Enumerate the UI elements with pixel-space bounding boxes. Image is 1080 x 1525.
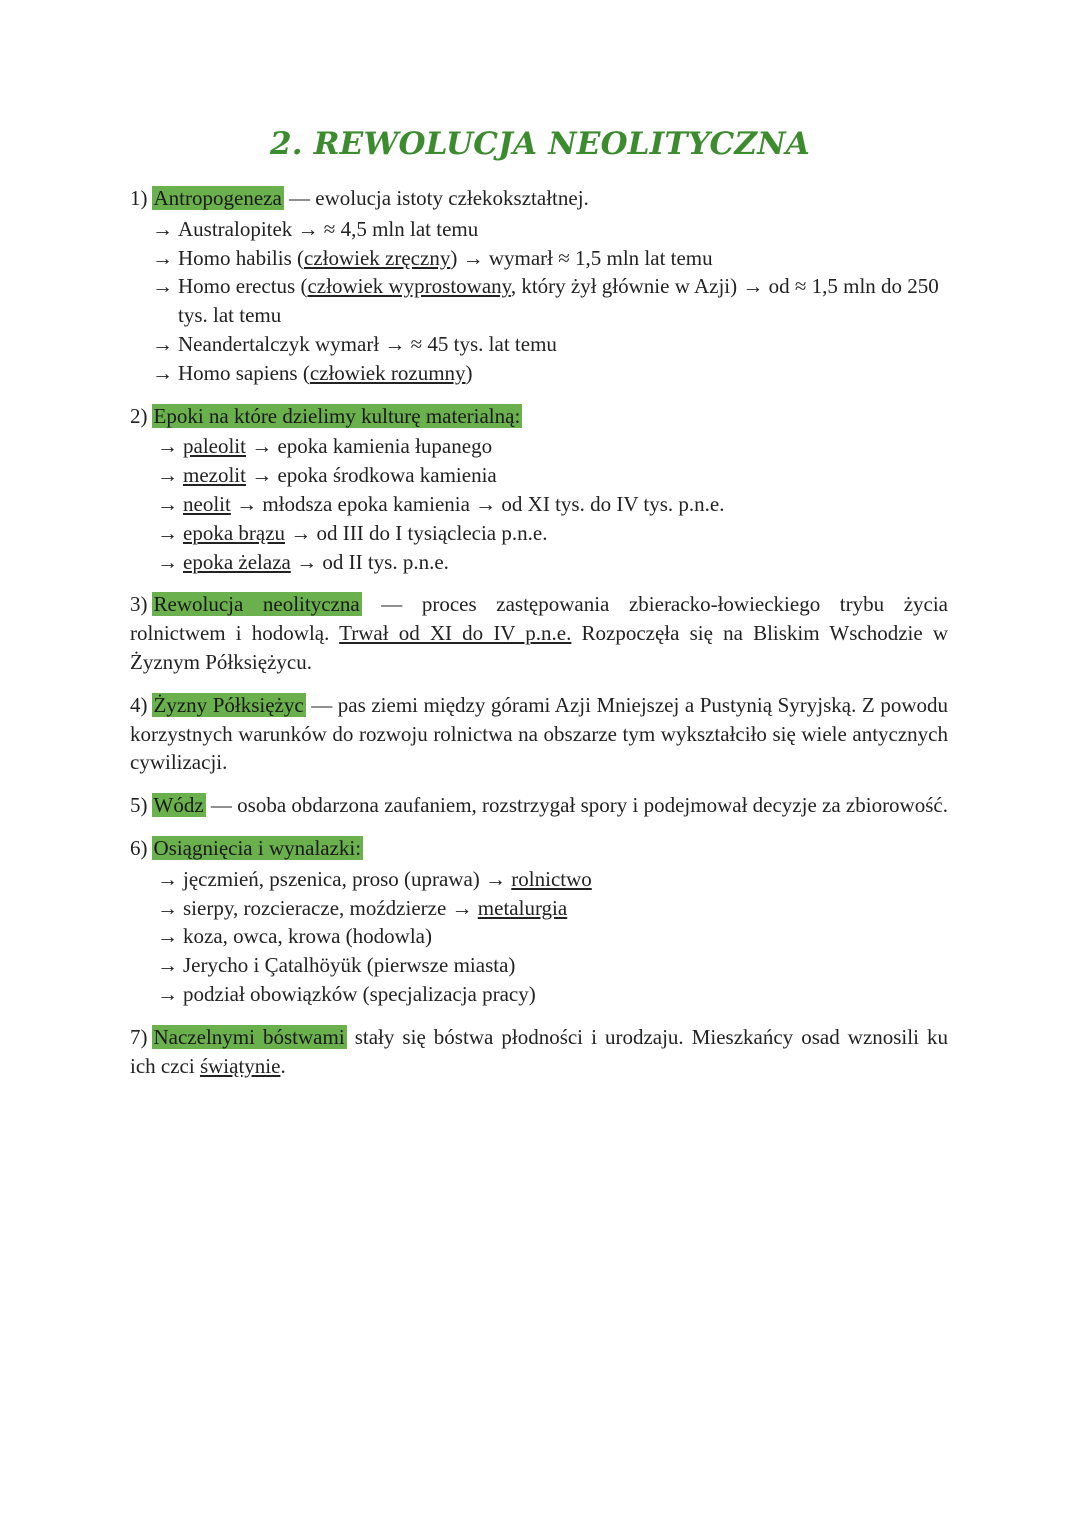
section-osiagniecia: [130, 834, 948, 1009]
list-item: [152, 215, 948, 244]
epochs-list: [130, 432, 948, 576]
underlined-term: paleolit: [183, 434, 246, 459]
definition-text: .: [280, 1053, 286, 1078]
list-item: [157, 432, 948, 461]
arrow-icon: →: [157, 866, 178, 891]
arrow-icon: →: [157, 953, 178, 978]
list-item: [157, 951, 948, 980]
list-item: [157, 461, 948, 490]
underlined-term: epoka brązu: [183, 520, 286, 545]
section-number: 2): [130, 403, 148, 428]
list-item: [157, 922, 948, 951]
section-number: 6): [130, 835, 148, 860]
section-bostwa: [130, 1023, 948, 1081]
item-text: jęczmień, pszenica, proso (uprawa) →: [183, 866, 512, 891]
item-text: Homo erectus (: [178, 274, 308, 299]
underlined-term: rolnictwo: [511, 866, 592, 891]
definition-text: Rozpoczęła się na Bliskim Wschodzie w Żyznym Półksiężycu.: [130, 621, 948, 674]
item-text: → młodsza epoka kamienia → od XI tys. do IV tys. p.n.e.: [230, 491, 725, 516]
arrow-icon: →: [157, 549, 178, 574]
arrow-icon: →: [152, 360, 173, 385]
highlighted-term: Rewolucja neolityczna: [153, 592, 360, 617]
item-text: ) → wymarł ≈ 1,5 mln lat temu: [450, 245, 713, 270]
section-number: 7): [130, 1024, 148, 1049]
list-item: [157, 490, 948, 519]
list-item: [152, 359, 948, 388]
item-text: Neandertalczyk wymarł → ≈ 45 tys. lat temu: [178, 331, 557, 356]
definition-text: — pas ziemi między górami Azji Mniejszej a Pustynią Syryjską. Z powodu korzystnych warunków do rozwoju rolnictwa na obszarze tym wykształciło się wiele antycznych cywilizacji.: [130, 692, 948, 775]
section-rewolucja: [130, 590, 948, 676]
definition-text: — proces zastępowania zbieracko-łowieckiego trybu życia rolnictwem i hodowlą.: [130, 592, 949, 646]
list-item: [157, 980, 948, 1009]
arrow-icon: →: [157, 434, 178, 459]
arrow-icon: →: [157, 463, 178, 488]
section-number: 3): [130, 592, 148, 617]
list-item: [157, 519, 948, 548]
underlined-term: mezolit: [183, 463, 246, 488]
item-text: , który żył głównie w Azji) → od ≈ 1,5 mln do 250 tys. lat temu: [178, 274, 939, 328]
section-number: 4): [130, 692, 148, 717]
item-text: → od II tys. p.n.e.: [290, 549, 449, 574]
section-number: 5): [130, 793, 148, 818]
highlighted-term: Antropogeneza: [153, 186, 282, 210]
arrow-icon: →: [152, 216, 173, 241]
list-item: [152, 244, 948, 273]
item-text: Jerycho i Çatalhöyük (pierwsze miasta): [183, 953, 516, 978]
underlined-term: świątynie: [199, 1053, 281, 1078]
highlighted-term: Żyzny Półksiężyc: [153, 692, 304, 717]
section-epoki: [130, 402, 948, 577]
item-text: → epoka kamienia łupanego: [245, 434, 493, 459]
definition-text: — ewolucja istoty człekokształtnej.: [283, 186, 589, 210]
arrow-icon: →: [157, 895, 178, 920]
underlined-term: człowiek rozumny: [309, 360, 466, 385]
item-text: → od III do I tysiąclecia p.n.e.: [285, 520, 548, 545]
arrow-icon: →: [152, 274, 173, 299]
highlighted-term: Epoki na które dzielimy kulturę materialną:: [153, 403, 521, 428]
arrow-icon: →: [157, 981, 178, 1006]
underlined-term: metalurgia: [477, 895, 568, 920]
highlighted-term: Naczelnymi bóstwami: [153, 1024, 345, 1049]
document-title: 2. REWOLUCJA NEOLITYCZNA: [269, 126, 811, 162]
item-text: ): [465, 360, 473, 385]
list-item: [152, 330, 948, 359]
section-heading: [130, 834, 948, 863]
arrow-icon: →: [157, 924, 178, 949]
section-heading: [130, 402, 948, 431]
underlined-term: Trwał od XI do IV p.n.e.: [339, 621, 572, 646]
arrow-icon: →: [157, 491, 178, 516]
item-text: → epoka środkowa kamienia: [245, 463, 497, 488]
list-item: [157, 865, 948, 894]
arrow-icon: →: [152, 245, 173, 270]
hominid-list: [130, 215, 948, 388]
underlined-term: epoka żelaza: [183, 549, 291, 574]
achievements-list: [130, 865, 948, 1009]
list-item: [157, 894, 948, 923]
item-text: koza, owca, krowa (hodowla): [183, 924, 432, 949]
item-text: sierpy, rozcieracze, moździerze →: [183, 895, 478, 920]
section-number: 1): [130, 186, 148, 210]
item-text: podział obowiązków (specjalizacja pracy): [183, 981, 536, 1006]
definition-text: — osoba obdarzona zaufaniem, rozstrzygał spory i podejmował decyzje za zbiorowość.: [205, 793, 948, 818]
section-antropogeneza: [130, 184, 948, 388]
definition-text: stały się bóstwa płodności i urodzaju. Mieszkańcy osad wznosili ku ich czci: [130, 1024, 948, 1078]
list-item: [157, 548, 948, 577]
item-text: Australopitek → ≈ 4,5 mln lat temu: [178, 216, 479, 241]
highlighted-term: Wódz: [153, 793, 204, 818]
underlined-term: człowiek zręczny: [304, 245, 451, 270]
notes-body: [130, 184, 948, 1094]
item-text: Homo habilis (: [178, 245, 304, 270]
section-zyzny-polksiezyc: [130, 691, 948, 777]
section-wodz: [130, 791, 948, 820]
underlined-term: neolit: [183, 491, 231, 516]
item-text: Homo sapiens (: [178, 360, 310, 385]
section-heading: [130, 184, 948, 213]
list-item: [152, 272, 948, 330]
arrow-icon: →: [152, 331, 173, 356]
underlined-term: człowiek wyprostowany: [307, 274, 511, 299]
highlighted-term: Osiągnięcia i wynalazki:: [153, 835, 362, 860]
arrow-icon: →: [157, 520, 178, 545]
